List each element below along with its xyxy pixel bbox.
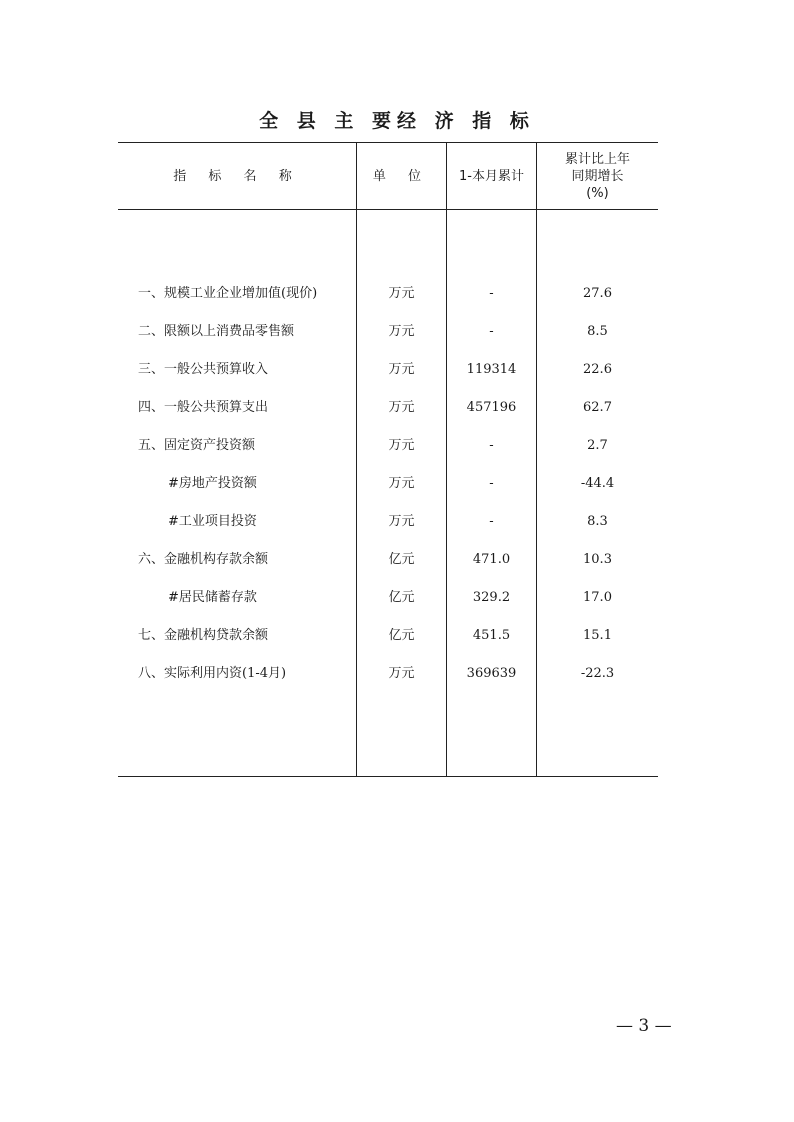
indicator-growth: 8.3 <box>587 514 608 529</box>
indicator-cumulative: - <box>489 438 494 453</box>
page-title: 全 县 主 要经 济 指 标 <box>259 110 535 132</box>
indicator-name: 七、金融机构贷款余额 <box>138 628 269 643</box>
indicator-unit: 万元 <box>388 286 415 301</box>
indicator-growth: 27.6 <box>583 286 612 301</box>
table-row <box>118 313 658 351</box>
header-name: 指 标 名 称 <box>173 168 301 184</box>
header-growth <box>537 143 658 209</box>
table-row <box>118 617 658 655</box>
indicator-name: #居民储蓄存款 <box>168 590 257 605</box>
indicator-cumulative: 329.2 <box>472 590 511 605</box>
indicator-cumulative: 119314 <box>466 362 517 377</box>
table-row <box>118 503 658 541</box>
indicator-unit: 万元 <box>388 438 415 453</box>
indicator-name: 六、金融机构存款余额 <box>138 552 269 567</box>
indicator-name: 三、一般公共预算收入 <box>138 362 269 377</box>
table-row <box>118 579 658 617</box>
indicator-unit: 亿元 <box>388 628 415 643</box>
indicator-name: 一、规模工业企业增加值(现价) <box>138 286 318 301</box>
indicator-growth: 8.5 <box>587 324 608 339</box>
indicator-growth: 2.7 <box>587 438 608 453</box>
table-row <box>118 655 658 693</box>
indicator-growth: -22.3 <box>580 666 615 681</box>
indicator-name: #工业项目投资 <box>168 514 257 529</box>
indicator-name: 四、一般公共预算支出 <box>138 400 269 415</box>
header-divider <box>118 209 658 210</box>
table-row <box>118 541 658 579</box>
table-row <box>118 427 658 465</box>
indicator-name: 五、固定资产投资额 <box>138 438 256 453</box>
indicator-growth: 15.1 <box>583 628 612 643</box>
page-number: — 3 — <box>616 1016 672 1036</box>
indicator-growth: 22.6 <box>583 362 612 377</box>
indicator-growth: -44.4 <box>580 476 615 491</box>
indicator-name: #房地产投资额 <box>168 476 257 491</box>
header-unit: 单 位 <box>372 168 431 184</box>
indicator-cumulative: - <box>489 286 494 301</box>
indicator-cumulative: 451.5 <box>472 628 511 643</box>
indicator-table <box>118 142 658 777</box>
indicator-name: 八、实际利用内资(1-4月) <box>138 666 287 681</box>
indicator-growth: 10.3 <box>583 552 612 567</box>
indicator-unit: 万元 <box>388 514 415 529</box>
indicator-cumulative: - <box>489 514 494 529</box>
indicator-unit: 亿元 <box>388 590 415 605</box>
indicator-unit: 万元 <box>388 666 415 681</box>
indicator-unit: 万元 <box>388 476 415 491</box>
header-cumulative: 1-本月累计 <box>459 168 524 184</box>
header-growth-line2: 同期增长 <box>571 168 624 184</box>
header-growth-line1: 累计比上年 <box>564 151 630 167</box>
indicator-name: 二、限额以上消费品零售额 <box>138 324 295 339</box>
indicator-cumulative: - <box>489 324 494 339</box>
indicator-cumulative: 471.0 <box>472 552 511 567</box>
header-growth-line3: (%) <box>586 185 609 201</box>
indicator-unit: 万元 <box>388 362 415 377</box>
indicator-unit: 万元 <box>388 400 415 415</box>
indicator-cumulative: 457196 <box>466 400 517 415</box>
table-row <box>118 351 658 389</box>
indicator-unit: 亿元 <box>388 552 415 567</box>
indicator-cumulative: 369639 <box>466 666 517 681</box>
indicator-growth: 62.7 <box>583 400 612 415</box>
indicator-growth: 17.0 <box>583 590 612 605</box>
indicator-unit: 万元 <box>388 324 415 339</box>
table-row <box>118 465 658 503</box>
table-row <box>118 275 658 313</box>
indicator-cumulative: - <box>489 476 494 491</box>
table-row <box>118 389 658 427</box>
